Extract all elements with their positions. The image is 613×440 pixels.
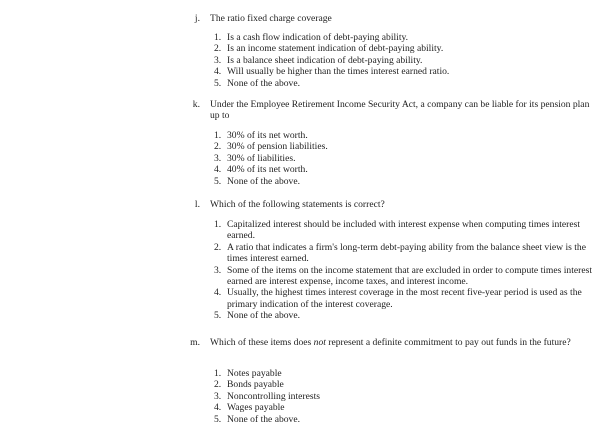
option-list — [214, 130, 594, 187]
question-letter: j. — [194, 13, 200, 24]
option: 1. Capitalized interest should be included with interest expense when computing times interest earned. — [214, 219, 581, 242]
option: 2. Bonds payable — [214, 379, 284, 391]
option: 3. Some of the items on the income statement that are excluded in order to compute times interest earned are interest expense, income taxes, and interest income. — [214, 264, 592, 288]
option: 5. None of the above. — [214, 413, 300, 425]
option: 3. Is a balance sheet indication of debt-paying ability. — [214, 54, 423, 66]
option: 4. 40% of its net worth. — [214, 164, 308, 176]
question-text: Which of these items does not represent a definite commitment to pay out funds in the future? — [210, 337, 571, 348]
option: 2. Is an income statement indication of debt-paying ability. — [214, 43, 444, 55]
question-letter: l. — [194, 199, 200, 210]
option-list — [214, 368, 594, 425]
option: 2. 30% of pension liabilities. — [214, 141, 328, 153]
option: 1. Notes payable — [214, 368, 282, 379]
option: 3. 30% of liabilities. — [214, 152, 296, 164]
question-letter: m. — [190, 337, 200, 348]
question-letter: k. — [192, 99, 200, 110]
option-list — [214, 32, 594, 89]
option: 3. Noncontrolling interests — [214, 390, 320, 402]
option: 4. Wages payable — [214, 402, 285, 414]
option: 5. None of the above. — [214, 77, 300, 89]
option: 4. Will usually be higher than the times interest earned ratio. — [214, 66, 450, 78]
question-text: Under the Employee Retirement Income Security Act, a company can be liable for its pension plan up to — [210, 99, 590, 122]
option: 5. None of the above. — [214, 175, 300, 187]
question-text: The ratio fixed charge coverage — [210, 13, 332, 24]
question-text: Which of the following statements is correct? — [210, 199, 385, 210]
option-list — [214, 219, 602, 322]
option: 1. Is a cash flow indication of debt-paying ability. — [214, 32, 409, 43]
emphasis: not — [313, 337, 326, 348]
option: 5. None of the above. — [214, 310, 300, 322]
option: 2. A ratio that indicates a firm's long-term debt-paying ability from the balance sheet view is the times interest earned. — [214, 241, 586, 265]
option: 4. Usually, the highest times interest coverage in the most recent five-year period is used as the primary indication of the interest coverage. — [214, 287, 582, 310]
option: 1. 30% of its net worth. — [214, 130, 308, 141]
